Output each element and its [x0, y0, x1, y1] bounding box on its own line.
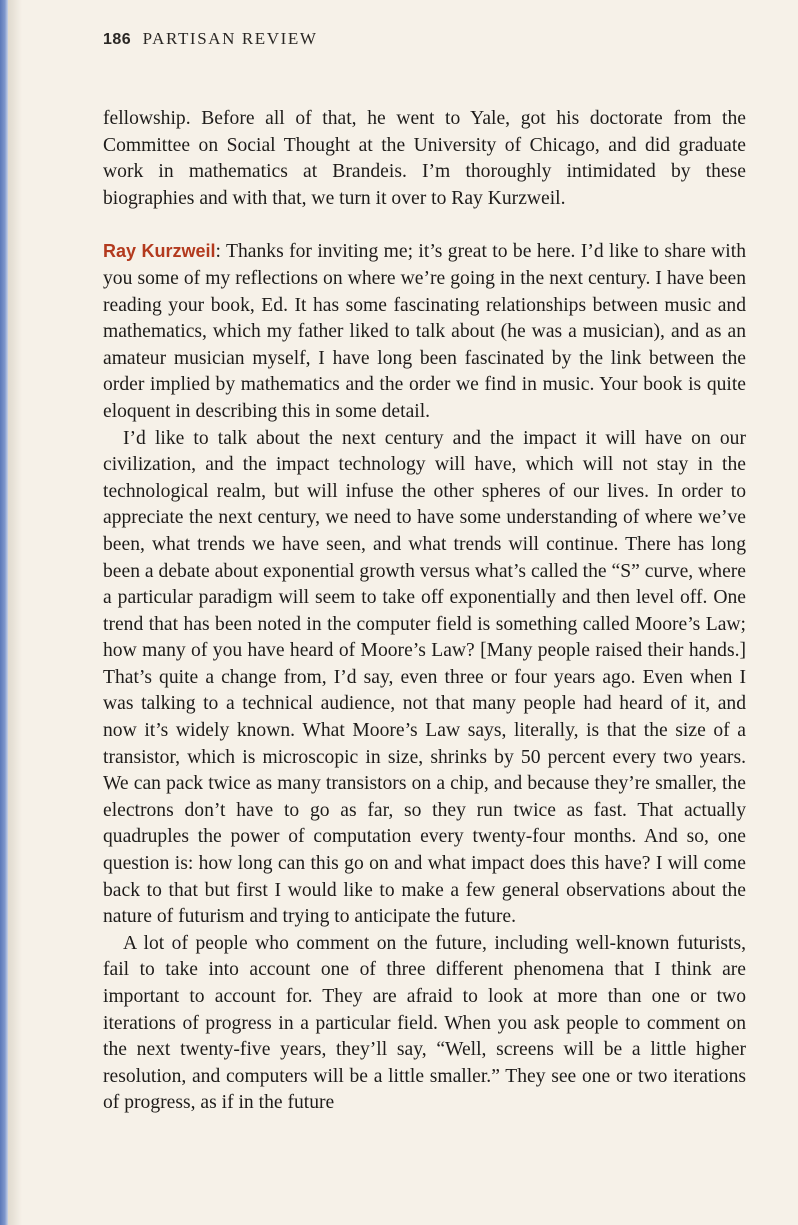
- speaker-remarks: Thanks for inviting me; it’s great to be here. I’d like to share with you some of my reflections on where we’re going in the next century. I have been reading your book, Ed. It has some fascinating relationships between music and mathematics, which my father liked to talk about (he was a musician), and as an amateur musician myself, I have long been fascinated by the link between the order implied by mathematics and the order we find in music. Your book is quite eloquent in describing this in some detail.: [103, 241, 746, 422]
- book-spine-edge: [0, 0, 8, 1225]
- running-title: PARTISAN REVIEW: [142, 29, 318, 48]
- page-number: 186: [103, 31, 132, 48]
- paragraph-speaker-turn: [103, 238, 746, 425]
- gutter-shadow: [8, 0, 22, 1225]
- paragraph: A lot of people who comment on the future, including well-known futurists, fail to take into account one of three different phenomena that I think are important to account for. They are afraid to look at more than one or two iterations of progress in a particular field. When you ask people to comment on the next twenty-five years, they’ll say, “Well, screens will be a little higher resolution, and computers will be a little smaller.” They see one or two iterations of progress, as if in the future: [103, 932, 746, 1114]
- speaker-colon: :: [215, 241, 221, 263]
- paragraph: I’d like to talk about the next century and the impact it will have on our civilization, and the impact technology will have, which will not stay in the technological realm, but will infuse the other spheres of our lives. In order to appreciate the next century, we need to have some understanding of where we’ve been, what trends we have seen, and what trends will continue. There has long been a debate about exponential growth versus what’s called the “S” curve, where a particular paradigm will seem to take off exponentially and then level off. One trend that has been noted in the computer field is something called Moore’s Law; how many of you have heard of Moore’s Law? [Many people raised their hands.] That’s quite a change from, I’d say, even three or four years ago. Even when I was talking to a technical audience, not that many people had heard of it, and now it’s widely known. What Moore’s Law says, literally, is that the size of a transistor, which is microscopic in size, shrinks by 50 percent every two years. We can pack twice as many transistors on a chip, and because they’re smaller, the electrons don’t have to go as far, so they run twice as fast. That actually quadruples the power of computation every twenty-four months. And so, one question is: how long can this go on and what impact does this have? I will come back to that but first I would like to make a few general observations about the nature of futurism and trying to anticipate the future.: [103, 427, 746, 928]
- paragraph-continued: fellowship. Before all of that, he went to Yale, got his doctorate from the Committee on Social Thought at the University of Chicago, and did graduate work in mathematics at Brandeis. I’m thoroughly intimidated by these biographies and with that, we turn it over to Ray Kurzweil.: [103, 108, 746, 209]
- speaker-name: Ray Kurzweil: [103, 241, 216, 262]
- body-text: [103, 106, 746, 1117]
- running-head: [103, 29, 318, 49]
